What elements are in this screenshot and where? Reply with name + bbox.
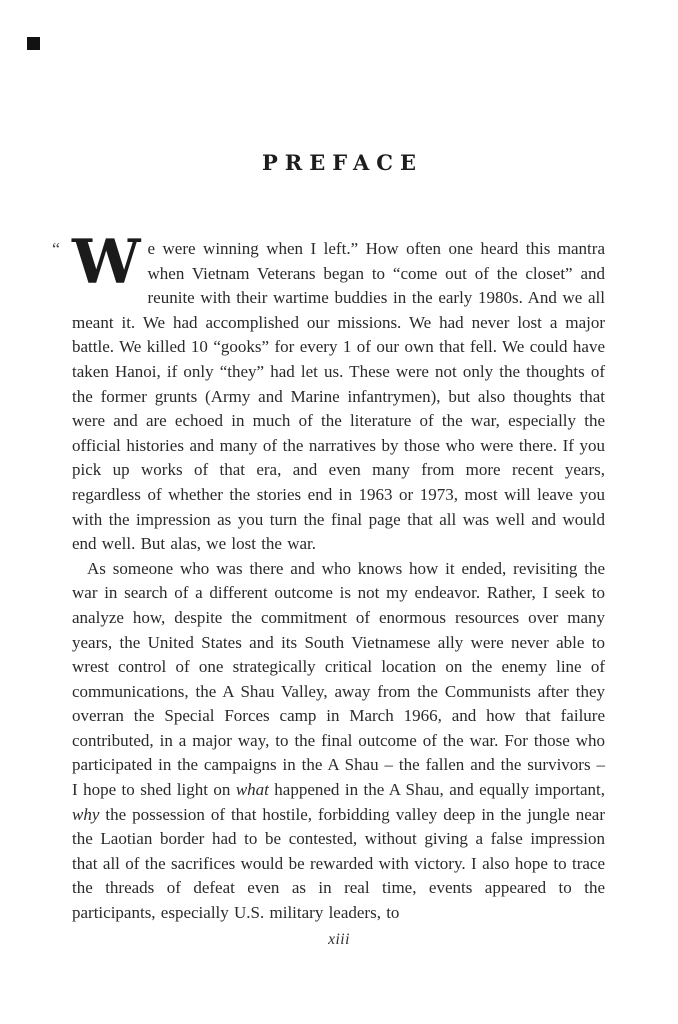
page-number: xiii <box>328 931 350 948</box>
corner-print-mark <box>27 37 40 50</box>
chapter-heading: PREFACE <box>262 150 423 175</box>
body-paragraph <box>52 227 605 557</box>
body-text <box>52 227 605 926</box>
italic-text: why <box>72 804 100 824</box>
paragraph-text: happened in the A Shau, and equally important, <box>268 780 605 800</box>
paragraph-text: e were winning when I left.” How often one heard this mantra when Vietnam Veterans began to “come out of the closet” and reunite with their wartime buddies in the early 1980s. And we all meant it. We had accomplished our missions. We had never lost a major battle. We killed 10 “gooks” for every 1 of our own that fell. We could have taken Hanoi, if only “they” had let us. These were not only the thoughts of the former grunts (Army and Marine infantrymen), but also thoughts that were and are echoed in much of the literature of the war, especially the official histories and many of the narratives by those who were there. If you pick up works of that era, and even many from more recent years, regardless of whether the stories end in 1963 or 1973, most will leave you with the impression as you turn the final page that all was well and would end well. But alas, we lost the war. <box>72 239 605 554</box>
italic-text: what <box>235 780 269 800</box>
paragraph-text: As someone who was there and who knows how it ended, revisiting the war in search of a different outcome is not my endeavor. Rather, I seek to analyze how, despite the commitment of enormous resources over many years, the United States and its South Vietnamese ally were never able to wrest control of one strategically critical location on the enemy line of communications, the A Shau Valley, away from the Communists after they overran the Special Forces camp in March 1966, and how that failure contributed, in a major way, to the final outcome of the war. For those who participated in the campaigns in the A Shau – the fallen and the survivors – I hope to shed light on <box>72 558 605 800</box>
paragraph-text: the possession of that hostile, forbidding valley deep in the jungle near the Laotian border had to be contested, without giving a false impression that all of the sacrifices would be rewarded with victory. I also hope to trace the threads of defeat even as in real time, events appeared to the participants, especially U.S. military leaders, to <box>72 804 605 923</box>
hanging-quote-mark: “ <box>52 239 60 259</box>
drop-cap: W <box>72 227 141 298</box>
body-paragraph <box>72 557 605 926</box>
